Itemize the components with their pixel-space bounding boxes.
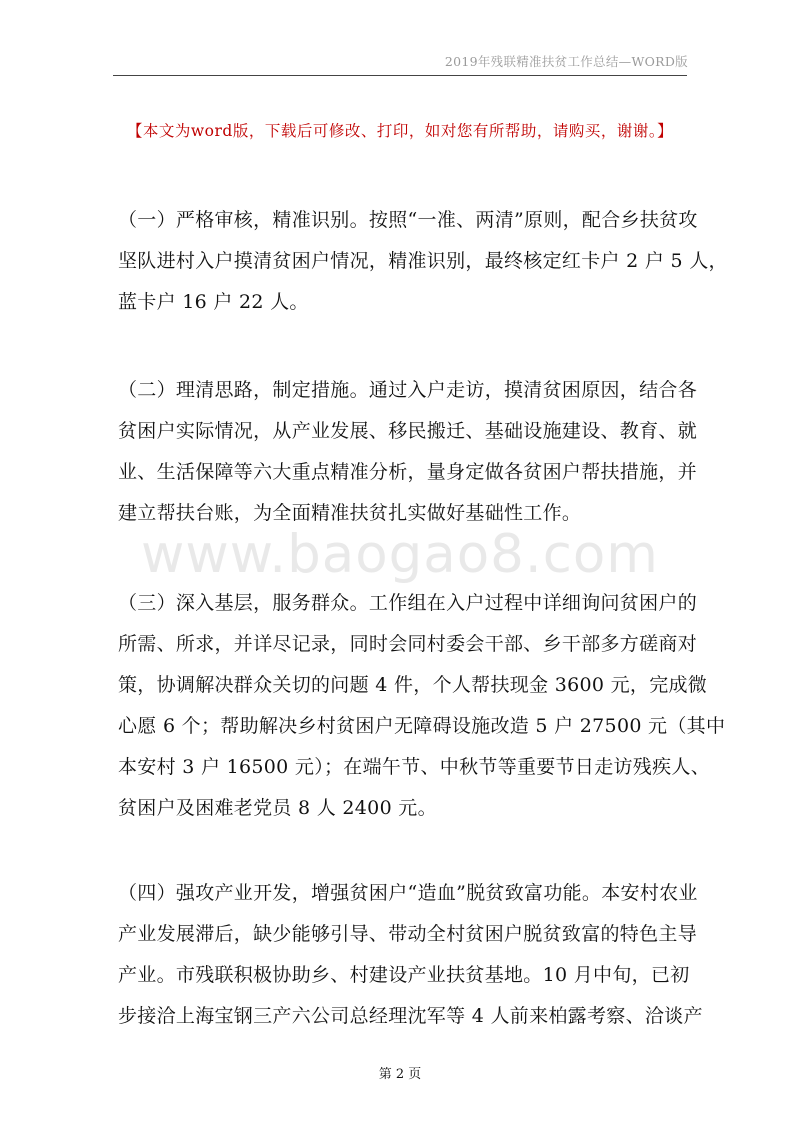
- page-number: 第 2 页: [378, 1067, 422, 1082]
- header-divider: [113, 75, 687, 76]
- paragraph-line: 业、生活保障等六大重点精准分析，量身定做各贫困户帮扶措施，并: [118, 461, 698, 483]
- paragraph-line: 贫困户实际情况，从产业发展、移民搬迁、基础设施建设、教育、就: [118, 420, 698, 442]
- header-title: 2019年残联精准扶贫工作总结—WORD版: [444, 54, 688, 69]
- paragraph-line: 所需、所求，并详尽记录，同时会同村委会干部、乡干部多方磋商对: [118, 633, 698, 655]
- paragraph-line: 建立帮扶台账，为全面精准扶贫扎实做好基础性工作。: [118, 502, 582, 524]
- paragraph-1: [118, 200, 728, 323]
- paragraph-line: 策，协调解决群众关切的问题 4 件，个人帮扶现金 3600 元，完成微: [118, 674, 708, 696]
- purchase-notice: 【本文为word版，下载后可修改、打印，如对您有所帮助，请购买，谢谢。】: [126, 122, 674, 140]
- paragraph-line: （二）理清思路，制定措施。通过入户走访，摸清贫困原因，结合各: [118, 379, 698, 401]
- paragraph-2: [118, 370, 698, 534]
- paragraph-line: （一）严格审核，精准识别。按照“一准、两清”原则，配合乡扶贫攻: [118, 209, 698, 231]
- watermark: www.baogao8.com: [141, 524, 659, 585]
- paragraph-line: 贫困户及困难老党员 8 人 2400 元。: [118, 797, 437, 819]
- paragraph-line: （三）深入基层，服务群众。工作组在入户过程中详细询问贫困户的: [118, 592, 698, 614]
- paragraph-line: 心愿 6 个；帮助解决乡村贫困户无障碍设施改造 5 户 27500 元（其中: [118, 715, 726, 737]
- paragraph-line: 步接洽上海宝钢三产六公司总经理沈军等 4 人前来柏露考察、洽谈产: [118, 1005, 703, 1027]
- paragraph-4: [118, 873, 703, 1037]
- paragraph-line: 产业。市残联积极协助乡、村建设产业扶贫基地。10 月中旬，已初: [118, 964, 690, 986]
- paragraph-line: 本安村 3 户 16500 元）；在端午节、中秋节等重要节日走访残疾人、: [118, 756, 710, 778]
- paragraph-line: 产业发展滞后，缺少能够引导、带动全村贫困户脱贫致富的特色主导: [118, 923, 698, 945]
- paragraph-3: [118, 583, 726, 829]
- paragraph-line: 蓝卡户 16 户 22 人。: [118, 291, 309, 313]
- paragraph-line: 坚队进村入户摸清贫困户情况，精准识别，最终核定红卡户 2 户 5 人，: [118, 250, 728, 272]
- paragraph-line: （四）强攻产业开发，增强贫困户“造血”脱贫致富功能。本安村农业: [118, 882, 698, 904]
